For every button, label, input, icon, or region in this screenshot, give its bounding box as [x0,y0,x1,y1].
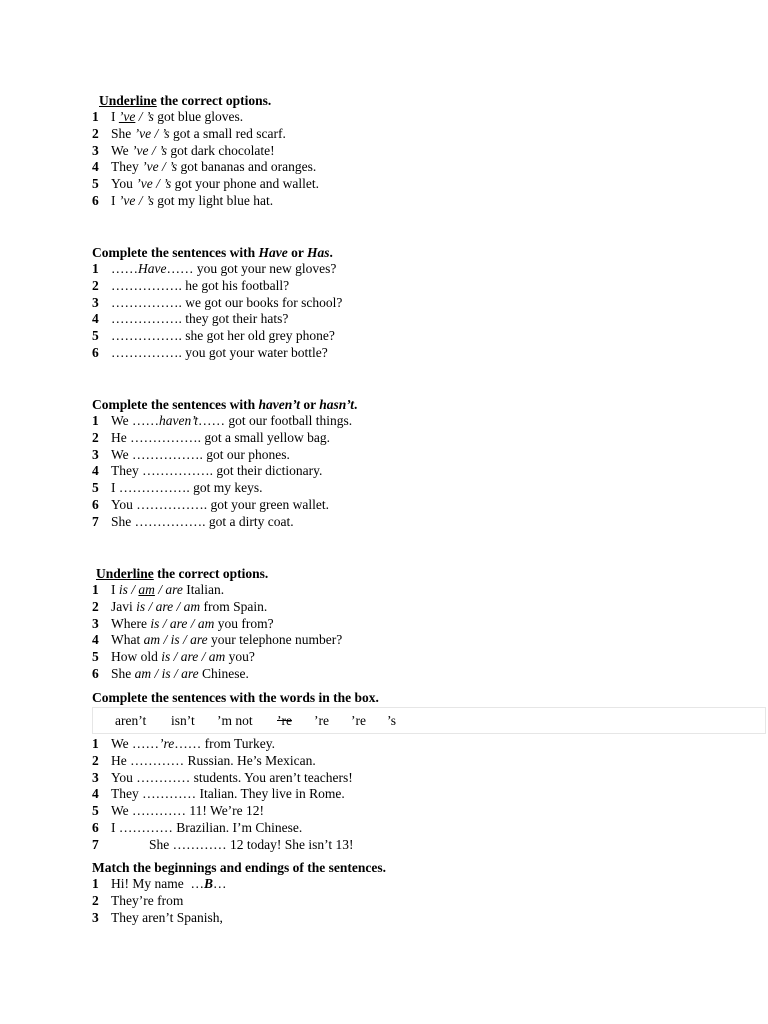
exercise-4-item-2: 2 Javi is / are / am from Spain. [92,598,268,614]
exercise-3-item-4: 4 They ……………. got their dictionary. [92,463,323,479]
exercise-2-item-5: 5 ……………. she got her old grey phone? [92,328,335,344]
exercise-5-item-7: 7 She ………… 12 today! She isn’t 13! [92,836,354,852]
box-word: ’re [314,713,329,728]
box-word: aren’t [115,713,147,728]
exercise-6-heading: Match the beginnings and endings of the sentences. [92,860,387,875]
exercise-3-item-2: 2 He ……………. got a small yellow bag. [92,429,330,445]
exercise-1-item-5: 5 You ’ve / ’s got your phone and wallet. [92,176,320,192]
box-word: isn’t [171,713,195,728]
exercise-5-heading-wrap [92,689,762,706]
exercise-5-item-3: 3 You ………… students. You aren’t teachers! [92,769,353,785]
exercise-3-item-1: 1 We ……haven’t…… got our football things. [92,413,353,428]
box-word-crossed: ’re [277,713,292,728]
exercise-1 [92,92,762,210]
exercise-2-item-2: 2 ……………. he got his football? [92,277,290,293]
exercise-5-item-5: 5 We ………… 11! We’re 12! [92,803,265,819]
exercise-2-heading: Complete the sentences with Have or Has. [92,245,333,260]
exercise-3-heading: Complete the sentences with haven’t or hasn’t. [92,397,358,412]
example-answer: haven’t [159,413,199,428]
exercise-5-item-4: 4 They ………… Italian. They live in Rome. [92,786,345,802]
exercise-1-item-2: 2 She ’ve / ’s got a small red scarf. [92,125,286,141]
exercise-1-item-1: 1 I ’ve / ’s got blue gloves. [92,109,244,124]
example-answer: Have [138,261,167,276]
exercise-2-item-4: 4 ……………. they got their hats? [92,311,289,327]
exercise-4-item-5: 5 How old is / are / am you? [92,649,255,665]
exercise-3-item-5: 5 I ……………. got my keys. [92,480,263,496]
exercise-4-item-4: 4 What am / is / are your telephone number? [92,632,343,648]
exercise-2-item-6: 6 ……………. you got your water bottle? [92,344,328,360]
exercise-1-item-4: 4 They ’ve / ’s got bananas and oranges. [92,159,317,175]
exercise-1-heading: Underline the correct options. [99,93,272,108]
exercise-5 [92,736,762,854]
exercise-6-item-2: 2 They’re from [92,892,184,908]
exercise-5-item-6: 6 I ………… Brazilian. I’m Chinese. [92,819,303,835]
exercise-6-item-3: 3 They aren’t Spanish, [92,909,223,925]
exercise-5-heading: Complete the sentences with the words in the box. [92,690,379,705]
example-answer: ’re [159,736,175,751]
exercise-4-heading: Underline the correct options. [96,566,269,581]
exercise-6-item-1: 1 Hi! My name …B… [92,876,227,891]
exercise-4-item-1: 1 I is / am / are Italian. [92,582,225,597]
exercise-3-item-6: 6 You ……………. got your green wallet. [92,496,329,512]
exercise-3-item-3: 3 We ……………. got our phones. [92,446,290,462]
exercise-1-item-6: 6 I ’ve / ’s got my light blue hat. [92,192,274,208]
exercise-5-item-2: 2 He ………… Russian. He’s Mexican. [92,752,316,768]
exercise-1-item-3: 3 We ’ve / ’s got dark chocolate! [92,142,275,158]
box-word: ’re [351,713,366,728]
example-answer: B [203,876,213,891]
exercise-2 [92,244,762,362]
exercise-6 [92,859,762,926]
word-box [92,707,766,734]
exercise-2-item-3: 3 ……………. we got our books for school? [92,294,343,310]
exercise-3-item-7: 7 She ……………. got a dirty coat. [92,513,294,529]
exercise-5-item-1: 1 We ……’re…… from Turkey. [92,736,276,751]
box-word: ’s [387,713,397,728]
exercise-2-item-1: 1 ……Have…… you got your new gloves? [92,261,337,276]
exercise-4 [92,565,762,683]
exercise-3 [92,396,762,531]
exercise-4-item-3: 3 Where is / are / am you from? [92,615,274,631]
exercise-4-item-6: 6 She am / is / are Chinese. [92,665,249,681]
box-word: ’m not [217,713,253,728]
